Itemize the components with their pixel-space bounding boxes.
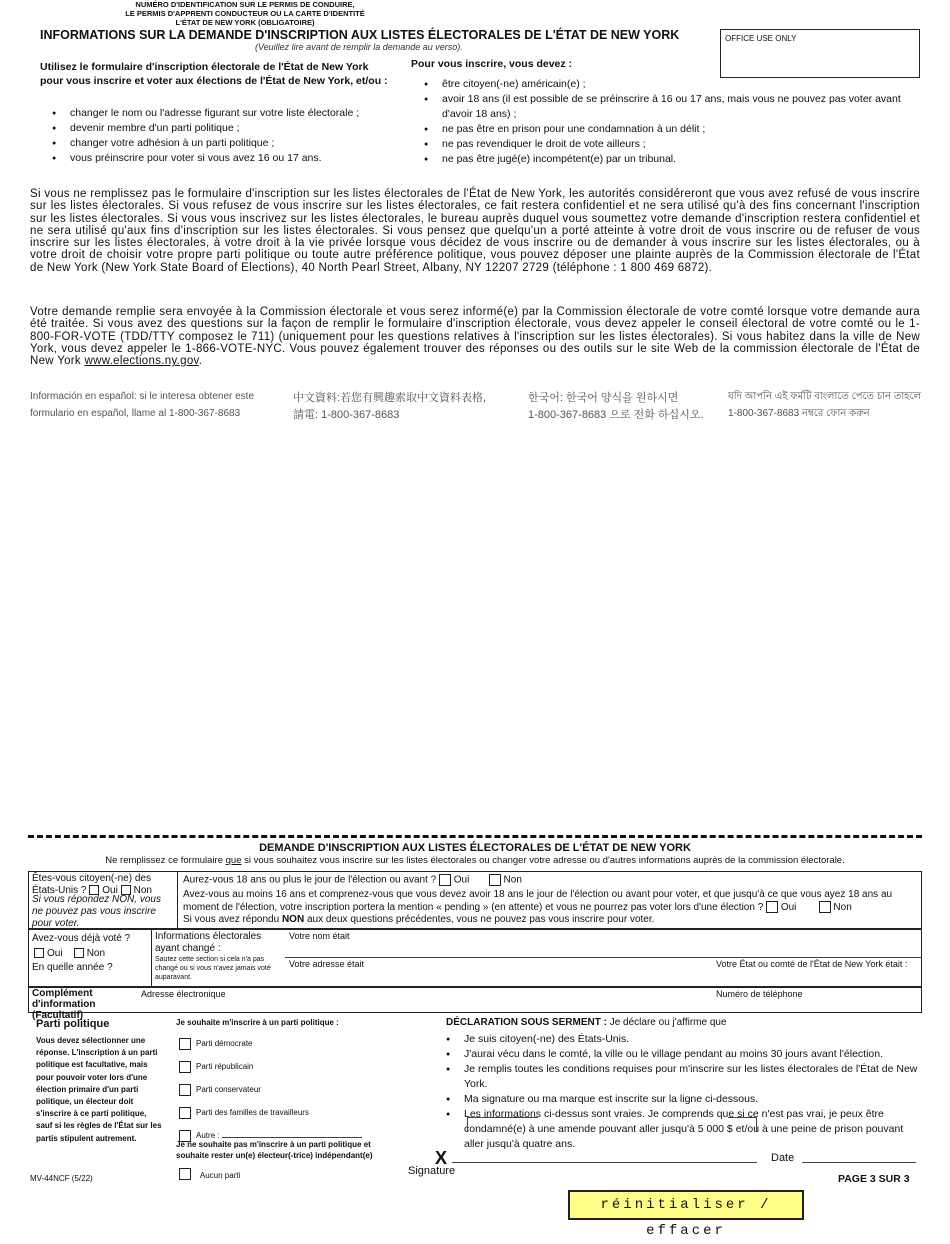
list-item: ● Ma signature ou ma marque est inscrite sur la ligne ci-dessous. xyxy=(446,1092,922,1107)
age16-no-checkbox[interactable] xyxy=(819,901,831,913)
reset-button[interactable]: réinitialiser / effacer xyxy=(568,1190,804,1220)
extra-info-label: Complément d'information (Facultatif) xyxy=(32,988,96,1021)
voted-question: Avez-vous déjà voté ? xyxy=(32,933,131,944)
age-question: Aurez-vous 18 ans ou plus le jour de l'élection ou avant ? Oui Non xyxy=(183,874,522,886)
list-item: ● ne pas être en prison pour une condamnation à un délit ; xyxy=(424,122,922,137)
website-link[interactable]: www.elections.ny.gov xyxy=(84,355,199,368)
bengali-info: যদি আপনি এই ফর্মটি বাংলাতে পেতে চান তাহলে 1-800-367-8683 নম্বরে ফোন করুন xyxy=(728,391,921,419)
signature-label: Signature xyxy=(408,1165,456,1177)
citizen-question: Êtes-vous citoyen(-ne) des États-Unis ? Oui Non xyxy=(32,873,152,896)
list-item: ● ne pas être jugé(e) incompétent(e) par un tribunal. xyxy=(424,152,922,167)
intro-right-heading: Pour vous inscrire, vous devez : xyxy=(411,58,573,70)
working-families-checkbox[interactable] xyxy=(179,1107,191,1119)
cut-line xyxy=(28,835,922,838)
party-join-label: Je souhaite m'inscrire à un parti politique : xyxy=(176,1018,339,1027)
intro-right-list xyxy=(424,77,922,167)
intro-left-heading: Utilisez le formulaire d'inscription électorale de l'État de New York pour vous inscrire et voter aux élections de l'État de New York, et/ou : xyxy=(40,61,388,87)
year-question: En quelle année ? xyxy=(32,962,113,973)
privacy-paragraph: Si vous ne remplissez pas le formulaire d'inscription sur les listes électorales de l'État de New York, les autorités considéreront que vous avez refusé de vous inscrire sur les listes électorales. Si vous refusez de vous inscrire sur les listes électorales, ce fait restera confidentiel et ne sera utilisé qu'à des fins concernant l'inscription sur les listes électorales. Si vous vous inscrivez sur les listes électorales, le bureau auprès duquel vous soumettez votre demande d'inscription restera confidentiel et ne sera utilisé qu'aux fins d'inscription sur les listes électorales. Si vous pensez que quelqu'un a porté atteinte à votre droit de vous inscrire ou de refuser de vous inscrire sur les listes électorales, à votre droit à la vie privée lorsque vous décidez de vous inscrire ou de demander à vous inscrire sur les listes électorales, ou à votre droit de choisir votre propre parti politique ou toute autre préférence politique, vous pouvez déposer une plainte auprès de la Commission électorale de l'État de New York (New York State Board of Elections), 40 North Pearl Street, Albany, NY 12207 2729 (téléphone : 1 800 469 6872). xyxy=(30,188,920,274)
previous-county-label: Votre État ou comté de l'État de New York était : xyxy=(716,959,908,969)
list-item: ● J'aurai vécu dans le comté, la ville ou le village pendant au moins 30 jours avant l'élection. xyxy=(446,1047,922,1062)
list-item: ● vous préinscrire pour voter si vous avez 16 ou 17 ans. xyxy=(52,151,372,166)
age-no-checkbox[interactable] xyxy=(489,874,501,886)
oath-list xyxy=(446,1032,922,1152)
voted-yes-checkbox[interactable] xyxy=(34,948,44,958)
list-item: ● changer le nom ou l'adresse figurant sur votre liste électorale ; xyxy=(52,106,372,121)
list-item: ● ne pas revendiquer le droit de vote ailleurs ; xyxy=(424,137,922,152)
previous-name-label: Votre nom était xyxy=(289,931,350,941)
processing-paragraph: Votre demande remplie sera envoyée à la Commission électorale et vous serez informé(e) par la Commission électorale de votre comté lorsque votre demande aura été traitée. Si vous avez des questions sur la façon de remplir le formulaire d'inscription électorale, vous devez appeler le conseil électoral de votre comté ou le 1-800-FOR-VOTE (TDD/TTY composez le 711) (uniquement pour les questions relatives à l'inscription sur les listes électorales). Si vous habitez dans la ville de New York, vous devez appeler le 1-866-VOTE-NYC. Vous pouvez également trouver des réponses ou des outils sur le site Web de la commission électorale de l'État de New York www.elections.ny.gov. xyxy=(30,306,920,368)
office-use-box xyxy=(720,29,920,78)
list-item: ● devenir membre d'un parti politique ; xyxy=(52,121,372,136)
conservative-checkbox[interactable] xyxy=(179,1084,191,1096)
voted-no-checkbox[interactable] xyxy=(74,948,84,958)
form-subtitle: Ne remplissez ce formulaire que si vous souhaitez vous inscrire sur les listes électorales ou changer votre adresse ou d'autres informations auprès de la commission électorale. xyxy=(105,855,845,866)
list-item: ● Les informations ci-dessus sont vraies. Je comprends que si ce n'est pas vrai, je peux être condamné(e) à une amende pouvant aller jusqu'à 5 000 $ et/ou à une peine de prison pouvant aller jusqu'à quatre ans. xyxy=(446,1107,922,1152)
citizen-note: Si vous répondez NON, vous ne pouvez pas vous inscrire pour voter. xyxy=(32,894,161,929)
party-title: Parti politique xyxy=(36,1018,110,1030)
voted-options: Oui Non xyxy=(34,948,105,960)
party-options: Parti démocrate Parti républicain Parti conservateur Parti des familles de travailleurs Autre : xyxy=(179,1032,362,1147)
previous-address-label: Votre adresse était xyxy=(289,959,365,969)
id-requirement-note: NUMÉRO D'IDENTIFICATION SUR LE PERMIS DE CONDUIRE, LE PERMIS D'APPRENTI CONDUCTEUR OU LA CARTE D'IDENTITÉ L'ÉTAT DE NEW YORK (OBLIGATOIRE) xyxy=(125,0,365,27)
spanish-info: Información en español: si le interesa obtener este formulario en español, llame al 1-800-367-8683 xyxy=(30,391,255,419)
no-party-checkbox[interactable] xyxy=(179,1168,191,1180)
form-code: MV-44NCF (5/22) xyxy=(30,1174,93,1183)
page-subtitle: (Veuillez lire avant de remplir la demande au verso). xyxy=(255,42,463,52)
democrat-checkbox[interactable] xyxy=(179,1038,191,1050)
changed-info-note: Sautez cette section si cela n'a pas changé ou si vous n'avez jamais voté auparavant. xyxy=(155,956,271,981)
no-both-note: Si vous avez répondu NON aux deux questions précédentes, vous ne pouvez pas vous inscrire pour voter. xyxy=(183,914,655,925)
page-number: PAGE 3 SUR 3 xyxy=(838,1173,910,1185)
signature-field[interactable] xyxy=(452,1162,757,1163)
other-party-field[interactable] xyxy=(222,1137,362,1138)
age-yes-checkbox[interactable] xyxy=(439,874,451,886)
party-none-label: Je ne souhaite pas m'inscrire à un parti politique et souhaite rester un(e) électeur(-trice) indépendant(e) xyxy=(176,1140,373,1160)
list-item: ● Je suis citoyen(-ne) des États-Unis. xyxy=(446,1032,922,1047)
date-label: Date xyxy=(771,1152,795,1164)
intro-left-list xyxy=(52,106,372,166)
korean-info: 한국어: 한국어 양식을 원하시면 1-800-367-8683 으로 전화 하십시오. xyxy=(528,392,704,421)
list-item: ● être citoyen(-ne) américain(e) ; xyxy=(424,77,922,92)
list-item: ● changer votre adhésion à un parti politique ; xyxy=(52,136,372,151)
chinese-info: 中文資料:若您有興趣索取中文資料表格, 請電: 1-800-367-8683 xyxy=(293,392,487,421)
party-note: Vous devez sélectionner une réponse. L'inscription à un parti politique est facultative, mais pour pouvoir voter lors d'une élection primaire d'un parti politique, un électeur doit s'inscrire à ce parti politique, sauf si les règles de l'État sur les partis stipulent autrement. xyxy=(36,1036,162,1143)
age16-question: Avez-vous au moins 16 ans et comprenez-vous que vous devez avoir 18 ans le jour de l'élection ou avant pour voter, et que jusqu'à ce que vous ayez 18 ans au moment de l'élection, votre inscription portera la mention « pending » (en attente) et vous ne pourrez pas voter lors d'une élection ? Oui Non xyxy=(183,889,893,913)
form-title: DEMANDE D'INSCRIPTION AUX LISTES ÉLECTORALES DE L'ÉTAT DE NEW YORK xyxy=(259,842,691,854)
email-label: Adresse électronique xyxy=(141,989,226,999)
oath-heading: DÉCLARATION SOUS SERMENT : Je déclare ou j'affirme que xyxy=(446,1017,727,1028)
previous-name-field[interactable] xyxy=(285,957,922,958)
office-use-label: OFFICE USE ONLY xyxy=(725,34,797,43)
phone-label: Numéro de téléphone xyxy=(716,989,803,999)
page-title: INFORMATIONS SUR LA DEMANDE D'INSCRIPTION AUX LISTES ÉLECTORALES DE L'ÉTAT DE NEW YORK xyxy=(40,28,680,42)
no-party-option: Aucun parti xyxy=(179,1165,240,1183)
list-item: ● Je remplis toutes les conditions requises pour m'inscrire sur les listes électorales de l'État de New York. xyxy=(446,1062,922,1092)
changed-info-label: Informations électorales ayant changé : xyxy=(155,931,262,954)
list-item: ● avoir 18 ans (il est possible de se préinscrire à 16 ou 17 ans, mais vous ne pouvez pas voter avant d'avoir 18 ans) ; xyxy=(424,92,922,122)
signature-x: X xyxy=(435,1148,448,1168)
age16-yes-checkbox[interactable] xyxy=(766,901,778,913)
republican-checkbox[interactable] xyxy=(179,1061,191,1073)
date-field[interactable] xyxy=(802,1162,916,1163)
